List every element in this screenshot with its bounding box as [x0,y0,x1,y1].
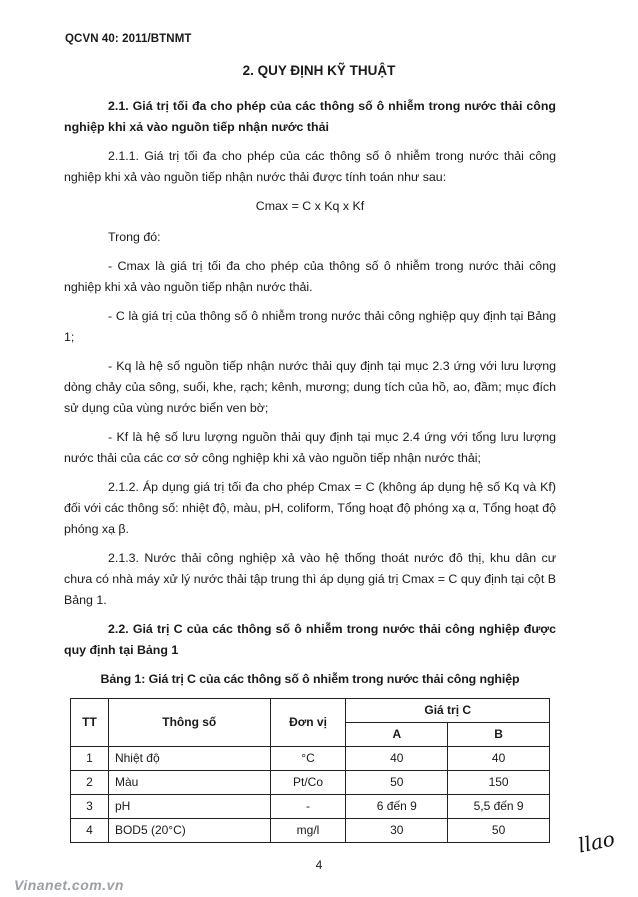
table-title: Bảng 1: Giá trị C của các thông số ô nhiễm trong nước thải công nghiệp [100,672,520,686]
formula: Cmax = C x Kq x Kf [255,199,365,213]
table-row [71,747,550,771]
paragraph-2-1-1: 2.1.1. Giá trị tối đa cho phép của các thông số ô nhiễm trong nước thải công nghiệp khi xả vào nguồn tiếp nhận nước thải được tính toán như sau: [64,149,556,184]
where-label: Trong đó: [108,230,161,244]
cell-tt: 2 [71,771,109,795]
header-column-a: A [346,723,448,747]
header-tt: TT [71,699,109,747]
cell-b: 40 [448,747,550,771]
header-unit: Đơn vị [270,699,346,747]
cell-tt: 3 [71,795,109,819]
table-header-row [71,699,550,723]
parameter-table [70,698,550,843]
cell-a: 30 [346,819,448,843]
cell-a: 6 đến 9 [346,795,448,819]
watermark: Vinanet.com.vn [14,877,124,893]
section-2-2-heading: 2.2. Giá trị C của các thông số ô nhiễm trong nước thải công nghiệp được quy định tại Bảng 1 [64,622,556,657]
cell-unit: mg/l [270,819,346,843]
document-body [64,96,556,843]
cell-unit: Pt/Co [270,771,346,795]
cell-a: 40 [346,747,448,771]
table-row [71,771,550,795]
cell-a: 50 [346,771,448,795]
table-row [71,819,550,843]
definition-kq: - Kq là hệ số nguồn tiếp nhận nước thải quy định tại mục 2.3 ứng với lưu lượng dòng chảy của sông, suối, khe, rạch; kênh, mương; dung tích của hồ, ao, đầm; mục đích sử dụng của vùng nước biển ven bờ; [64,359,556,415]
header-parameter: Thông số [108,699,270,747]
cell-b: 150 [448,771,550,795]
cell-b: 50 [448,819,550,843]
cell-unit: °C [270,747,346,771]
page-number: 4 [315,858,323,872]
cell-tt: 4 [71,819,109,843]
cell-tt: 1 [71,747,109,771]
section-title: 2. QUY ĐỊNH KỸ THUẬT [242,63,396,78]
header-column-b: B [448,723,550,747]
definition-c: - C là giá trị của thông số ô nhiễm trong nước thải công nghiệp quy định tại Bảng 1; [64,309,556,344]
document-header: QCVN 40: 2011/BTNMT [65,33,192,45]
section-2-1-heading: 2.1. Giá trị tối đa cho phép của các thông số ô nhiễm trong nước thải công nghiệp khi xả vào nguồn tiếp nhận nước thải [64,99,556,134]
cell-parameter: Nhiệt độ [108,747,270,771]
header-value-c: Giá trị C [346,699,550,723]
cell-parameter: BOD5 (20°C) [108,819,270,843]
paragraph-2-1-2: 2.1.2. Áp dụng giá trị tối đa cho phép Cmax = C (không áp dụng hệ số Kq và Kf) đối với các thông số: nhiệt độ, màu, pH, coliform, Tổng hoạt độ phóng xạ α, Tổng hoạt độ phóng xạ β. [64,480,556,536]
definition-kf: - Kf là hệ số lưu lượng nguồn thải quy định tại mục 2.4 ứng với tổng lưu lượng nước thải của các cơ sở công nghiệp khi xả vào nguồn tiếp nhận nước thải; [64,430,556,465]
table-row [71,795,550,819]
cell-parameter: Màu [108,771,270,795]
cell-unit: - [270,795,346,819]
cell-b: 5,5 đến 9 [448,795,550,819]
cell-parameter: pH [108,795,270,819]
handwritten-signature: llao [575,826,617,858]
paragraph-2-1-3: 2.1.3. Nước thải công nghiệp xả vào hệ thống thoát nước đô thị, khu dân cư chưa có nhà máy xử lý nước thải tập trung thì áp dụng giá trị Cmax = C quy định tại cột B Bảng 1. [64,551,556,607]
definition-cmax: - Cmax là giá trị tối đa cho phép của thông số ô nhiễm trong nước thải công nghiệp khi xả vào nguồn tiếp nhận nước thải. [64,259,556,294]
